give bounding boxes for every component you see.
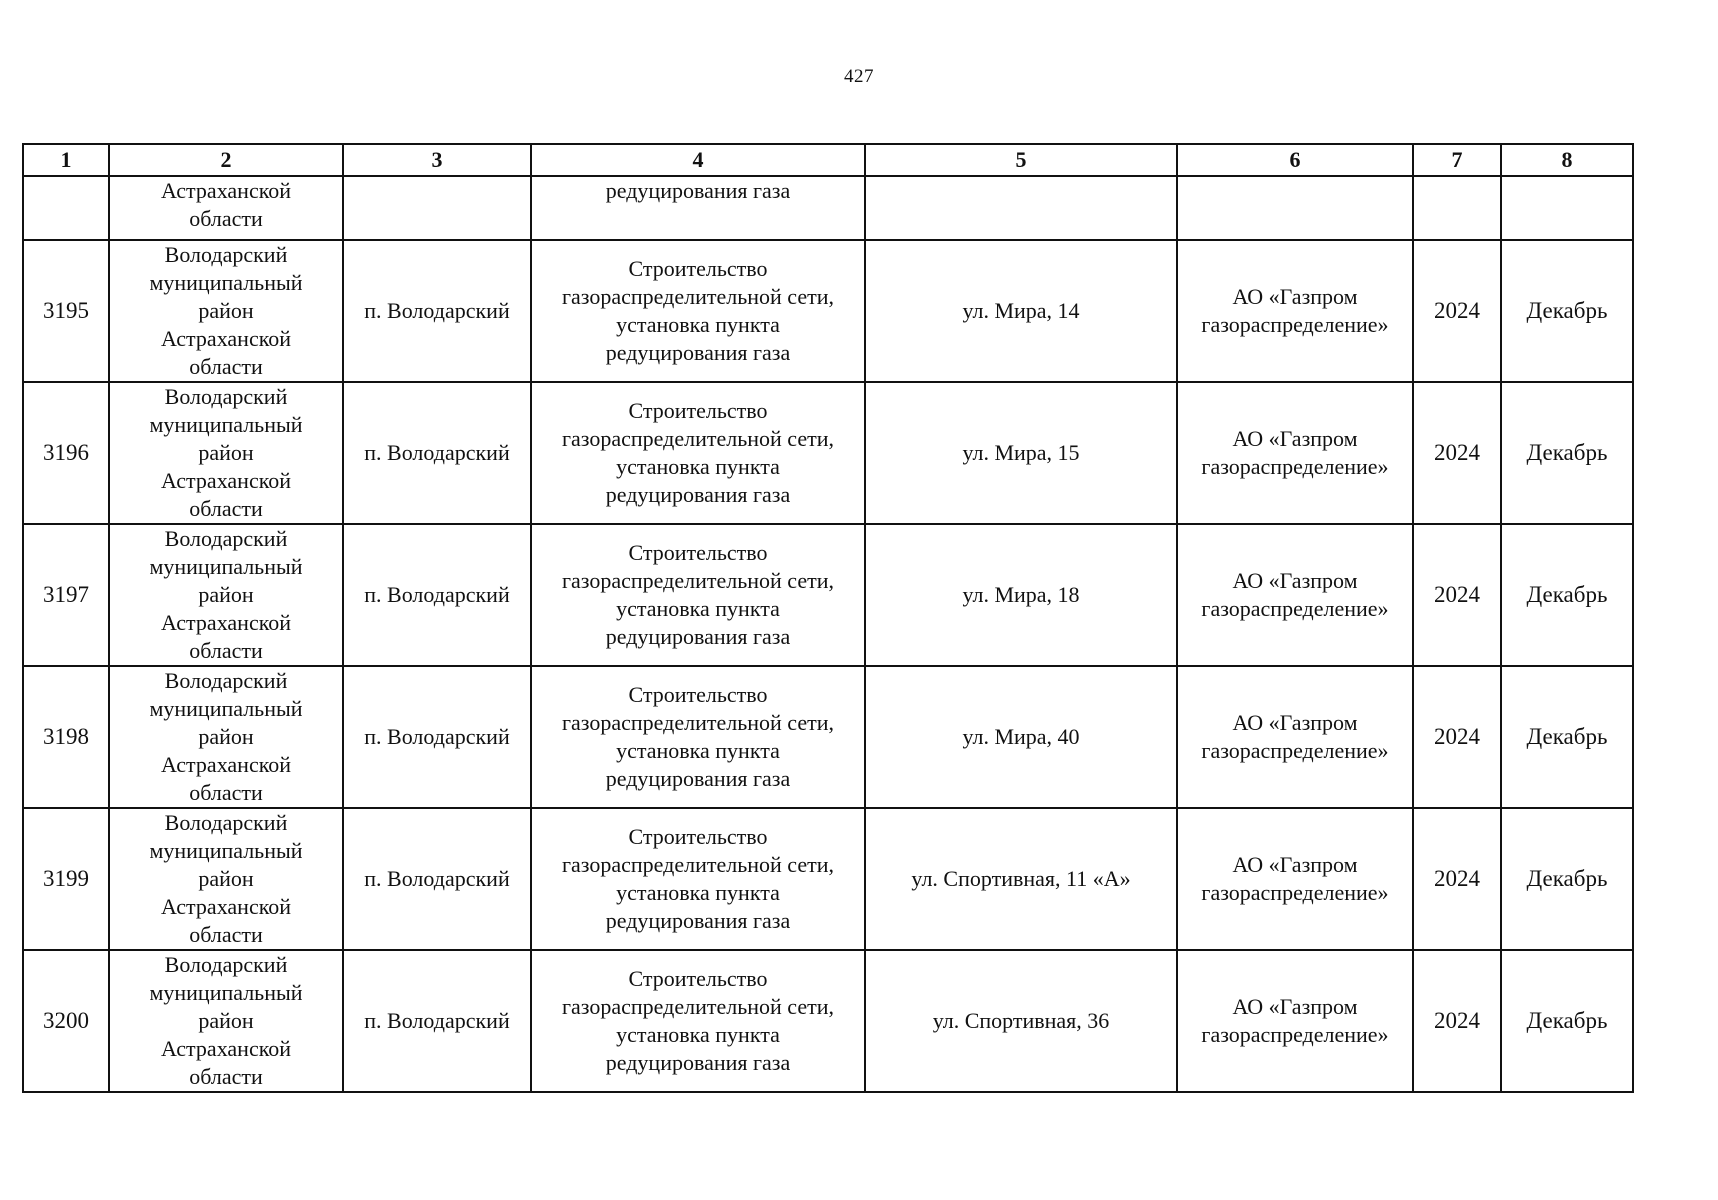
district-line: Володарский xyxy=(164,952,288,977)
work-description-line: установка пункта xyxy=(616,1022,780,1047)
organization-line: газораспределение» xyxy=(1201,596,1389,621)
address-cell xyxy=(865,176,1177,240)
column-header: 3 xyxy=(343,144,531,176)
work-description-line: установка пункта xyxy=(616,738,780,763)
district-line: Астраханской xyxy=(160,752,292,777)
district-line: Володарский xyxy=(164,526,288,551)
organization-line: АО «Газпром xyxy=(1232,284,1358,309)
work-description-line: Строительство xyxy=(628,398,768,423)
work-description-line: редуцирования газа xyxy=(605,482,791,507)
organization-cell xyxy=(1177,808,1413,950)
column-header: 6 xyxy=(1177,144,1413,176)
year-cell: 2024 xyxy=(1413,240,1501,382)
continuation-row xyxy=(23,176,1633,240)
work-description-line: газораспределительной сети, xyxy=(562,994,834,1019)
address-cell: ул. Мира, 15 xyxy=(865,382,1177,524)
table-row xyxy=(23,240,1633,382)
district-line: муниципальный xyxy=(149,270,303,295)
column-header: 1 xyxy=(23,144,109,176)
district-line: Астраханской xyxy=(160,178,292,203)
district-line: области xyxy=(189,496,263,521)
work-description-cell xyxy=(531,808,865,950)
page-number: 427 xyxy=(844,66,874,87)
organization-cell xyxy=(1177,950,1413,1092)
district-cell xyxy=(109,666,343,808)
work-description-line: установка пункта xyxy=(616,312,780,337)
work-description-cell xyxy=(531,950,865,1092)
settlement-cell: п. Володарский xyxy=(343,666,531,808)
district-line: муниципальный xyxy=(149,696,303,721)
address-cell: ул. Мира, 18 xyxy=(865,524,1177,666)
column-header: 2 xyxy=(109,144,343,176)
organization-cell xyxy=(1177,666,1413,808)
district-line: Астраханской xyxy=(160,326,292,351)
settlement-cell: п. Володарский xyxy=(343,808,531,950)
work-description-cell xyxy=(531,524,865,666)
year-cell: 2024 xyxy=(1413,524,1501,666)
month-cell: Декабрь xyxy=(1501,666,1633,808)
district-cell xyxy=(109,382,343,524)
column-header: 5 xyxy=(865,144,1177,176)
table-row xyxy=(23,524,1633,666)
organization-line: АО «Газпром xyxy=(1232,568,1358,593)
work-description-line: редуцирования газа xyxy=(605,340,791,365)
address-cell: ул. Мира, 40 xyxy=(865,666,1177,808)
district-cell xyxy=(109,950,343,1092)
gasification-schedule-table xyxy=(22,143,1634,1093)
column-header: 8 xyxy=(1501,144,1633,176)
work-description-line: Строительство xyxy=(628,682,768,707)
row-number-cell: 3198 xyxy=(23,666,109,808)
district-line: Володарский xyxy=(164,384,288,409)
table-row xyxy=(23,666,1633,808)
organization-line: газораспределение» xyxy=(1201,1022,1389,1047)
work-description-line: редуцирования газа xyxy=(605,908,791,933)
district-cell xyxy=(109,176,343,240)
row-number-cell: 3195 xyxy=(23,240,109,382)
district-line: области xyxy=(189,780,263,805)
organization-line: АО «Газпром xyxy=(1232,426,1358,451)
work-description-cell: редуцирования газа xyxy=(531,176,865,240)
settlement-cell: п. Володарский xyxy=(343,240,531,382)
organization-cell xyxy=(1177,382,1413,524)
district-line: район xyxy=(198,440,254,465)
settlement-cell: п. Володарский xyxy=(343,524,531,666)
work-description-line: Строительство xyxy=(628,540,768,565)
table-row xyxy=(23,382,1633,524)
work-description-line: редуцирования газа xyxy=(605,1050,791,1075)
month-cell: Декабрь xyxy=(1501,382,1633,524)
district-line: области xyxy=(189,922,263,947)
work-description-line: газораспределительной сети, xyxy=(562,710,834,735)
district-cell xyxy=(109,524,343,666)
row-number-cell: 3200 xyxy=(23,950,109,1092)
work-description-line: газораспределительной сети, xyxy=(562,426,834,451)
settlement-cell: п. Володарский xyxy=(343,382,531,524)
organization-line: АО «Газпром xyxy=(1232,710,1358,735)
district-line: области xyxy=(189,354,263,379)
year-cell: 2024 xyxy=(1413,666,1501,808)
month-cell: Декабрь xyxy=(1501,808,1633,950)
work-description-line: газораспределительной сети, xyxy=(562,568,834,593)
year-cell: 2024 xyxy=(1413,382,1501,524)
work-description-line: Строительство xyxy=(628,824,768,849)
district-line: Астраханской xyxy=(160,468,292,493)
work-description-line: редуцирования газа xyxy=(605,766,791,791)
column-header: 7 xyxy=(1413,144,1501,176)
settlement-cell: п. Володарский xyxy=(343,950,531,1092)
work-description-line: установка пункта xyxy=(616,880,780,905)
district-line: муниципальный xyxy=(149,412,303,437)
work-description-line: Строительство xyxy=(628,966,768,991)
table-row xyxy=(23,808,1633,950)
year-cell: 2024 xyxy=(1413,950,1501,1092)
district-line: муниципальный xyxy=(149,554,303,579)
district-cell xyxy=(109,808,343,950)
organization-line: АО «Газпром xyxy=(1232,994,1358,1019)
district-line: Володарский xyxy=(164,242,288,267)
organization-line: АО «Газпром xyxy=(1232,852,1358,877)
work-description-cell xyxy=(531,240,865,382)
district-line: муниципальный xyxy=(149,838,303,863)
row-number-cell: 3199 xyxy=(23,808,109,950)
month-cell: Декабрь xyxy=(1501,240,1633,382)
work-description-cell xyxy=(531,666,865,808)
row-number-cell xyxy=(23,176,109,240)
district-line: район xyxy=(198,1008,254,1033)
table-row xyxy=(23,950,1633,1092)
month-cell xyxy=(1501,176,1633,240)
address-cell: ул. Спортивная, 36 xyxy=(865,950,1177,1092)
district-line: район xyxy=(198,866,254,891)
district-line: Астраханской xyxy=(160,894,292,919)
district-line: Володарский xyxy=(164,810,288,835)
district-line: Володарский xyxy=(164,668,288,693)
month-cell: Декабрь xyxy=(1501,950,1633,1092)
work-description-line: Строительство xyxy=(628,256,768,281)
work-description-line: газораспределительной сети, xyxy=(562,284,834,309)
year-cell: 2024 xyxy=(1413,808,1501,950)
organization-line: газораспределение» xyxy=(1201,880,1389,905)
district-cell xyxy=(109,240,343,382)
settlement-cell xyxy=(343,176,531,240)
district-line: район xyxy=(198,582,254,607)
organization-cell xyxy=(1177,176,1413,240)
work-description-line: редуцирования газа xyxy=(605,624,791,649)
work-description-line: установка пункта xyxy=(616,454,780,479)
address-cell: ул. Спортивная, 11 «А» xyxy=(865,808,1177,950)
organization-line: газораспределение» xyxy=(1201,738,1389,763)
row-number-cell: 3196 xyxy=(23,382,109,524)
district-line: области xyxy=(189,638,263,663)
work-description-line: установка пункта xyxy=(616,596,780,621)
work-description-cell xyxy=(531,382,865,524)
organization-line: газораспределение» xyxy=(1201,312,1389,337)
address-cell: ул. Мира, 14 xyxy=(865,240,1177,382)
district-line: район xyxy=(198,724,254,749)
column-number-header-row xyxy=(23,144,1633,176)
organization-cell xyxy=(1177,240,1413,382)
district-line: области xyxy=(189,206,263,231)
organization-cell xyxy=(1177,524,1413,666)
row-number-cell: 3197 xyxy=(23,524,109,666)
year-cell xyxy=(1413,176,1501,240)
district-line: области xyxy=(189,1064,263,1089)
district-line: район xyxy=(198,298,254,323)
column-header: 4 xyxy=(531,144,865,176)
work-description-line: газораспределительной сети, xyxy=(562,852,834,877)
month-cell: Декабрь xyxy=(1501,524,1633,666)
district-line: Астраханской xyxy=(160,610,292,635)
district-line: Астраханской xyxy=(160,1036,292,1061)
district-line: муниципальный xyxy=(149,980,303,1005)
organization-line: газораспределение» xyxy=(1201,454,1389,479)
